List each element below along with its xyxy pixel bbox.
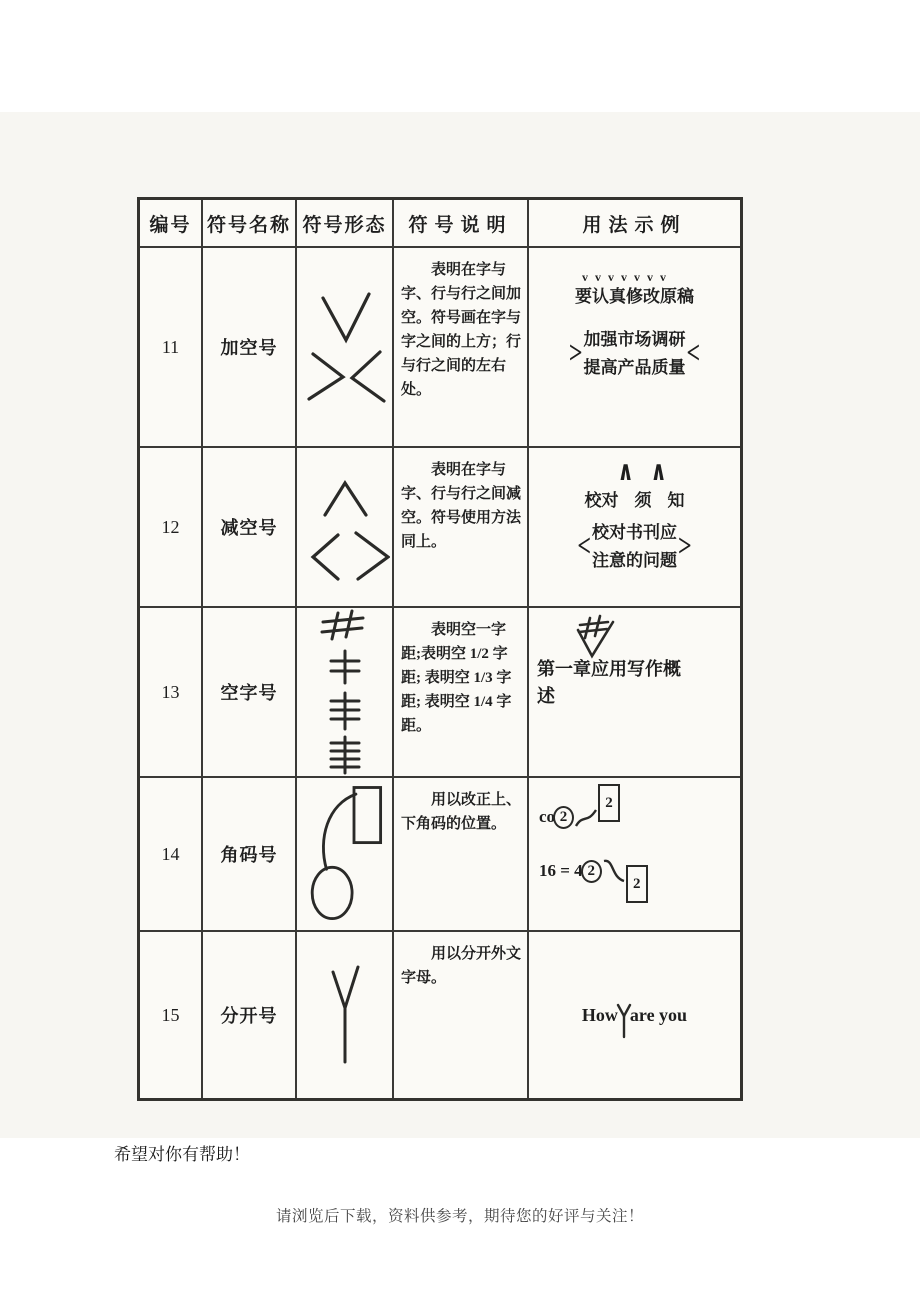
row14-example-line1-text: co — [539, 807, 556, 826]
row15-description: 用以分开外文字母。 — [394, 932, 529, 1098]
header-symbol-name: 符号名称 — [203, 200, 297, 248]
add-space-symbol-icon — [300, 282, 390, 412]
add-space-v-marks: vvvvvvv — [582, 270, 673, 284]
row14-number: 14 — [140, 778, 203, 932]
separate-symbol-icon — [320, 960, 370, 1070]
row12-description: 表明在字与字、行与行之间减空。符号使用方法同上。 — [394, 448, 529, 608]
row13-example-line2: 述 — [537, 686, 555, 706]
reduce-space-right-mark: > — [678, 530, 692, 564]
row12-example-part3: 知 — [667, 491, 685, 510]
row12-number: 12 — [140, 448, 203, 608]
circled-digit: 2 — [581, 860, 602, 883]
row15-number: 15 — [140, 932, 203, 1098]
row12-example-line3: 注意的问题 — [592, 551, 677, 571]
row11-number: 11 — [140, 248, 203, 448]
row11-description: 表明在字与字、行与行之间加空。符号画在字与字之间的上方；行与行之间的左右处。 — [394, 248, 529, 448]
row14-example — [529, 778, 740, 932]
boxed-digit-superscript: 2 — [598, 784, 620, 822]
header-symbol-description: 符号说明 — [394, 200, 529, 248]
add-space-right-mark: < — [686, 336, 701, 371]
row15-example-text1: How — [581, 1004, 618, 1025]
reduce-space-symbol-icon — [300, 471, 390, 583]
header-usage-example: 用法示例 — [529, 200, 740, 248]
space-size-symbol-icon — [317, 609, 373, 775]
row14-name: 角码号 — [203, 778, 297, 932]
row12-example-line2: 校对书刊应 — [592, 523, 677, 542]
reduce-space-caret-mark: ∧ — [650, 457, 667, 487]
add-space-left-mark: > — [568, 336, 583, 371]
row15-shape — [297, 932, 394, 1098]
row11-example-line2: 加强市场调研 — [583, 329, 686, 349]
row13-name: 空字号 — [203, 608, 297, 778]
row11-example — [529, 248, 740, 448]
row13-description: 表明空一字距;表明空 1/2 字距; 表明空 1/3 字距; 表明空 1/4 字距。 — [394, 608, 529, 778]
move-up-curve-icon — [574, 802, 598, 832]
space-size-insert-mark-icon — [571, 612, 617, 660]
row14-shape — [297, 778, 394, 932]
reduce-space-caret-mark: ∧ — [617, 457, 634, 487]
row13-example — [529, 608, 740, 778]
row15-example-text2: are you — [629, 1004, 688, 1025]
download-footer-text: 请浏览后下载，资料供参考，期待您的好评与关注！ — [275, 1208, 644, 1225]
boxed-digit-subscript: 2 — [626, 865, 648, 903]
header-number: 编号 — [140, 200, 203, 248]
row13-shape — [297, 608, 394, 778]
row13-example-line1: 第一章应用写作概 — [537, 659, 681, 679]
row14-description: 用以改正上、下角码的位置。 — [394, 778, 529, 932]
corner-index-symbol-icon — [297, 780, 392, 928]
helper-note: 希望对你有帮助！ — [114, 1145, 250, 1164]
header-symbol-shape: 符号形态 — [297, 200, 394, 248]
row13-number: 13 — [140, 608, 203, 778]
row14-example-line2-text: 16 = 4 — [539, 861, 583, 880]
row12-name: 减空号 — [203, 448, 297, 608]
row11-example-line1: 要认真修改原稿 — [575, 287, 694, 306]
row11-shape — [297, 248, 394, 448]
row12-example — [529, 448, 740, 608]
row12-shape — [297, 448, 394, 608]
row15-name: 分开号 — [203, 932, 297, 1098]
proofreading-symbols-table — [137, 197, 743, 1101]
row15-example — [529, 932, 740, 1098]
row12-example-part1: 校对 — [584, 491, 619, 510]
move-down-curve-icon — [602, 857, 626, 885]
row11-example-line3: 提高产品质量 — [583, 357, 686, 377]
row11-name: 加空号 — [203, 248, 297, 448]
circled-digit: 2 — [553, 806, 574, 829]
separate-mark-icon — [615, 1002, 633, 1040]
row12-example-part2: 须 — [634, 491, 652, 510]
reduce-space-left-mark: < — [577, 530, 591, 564]
